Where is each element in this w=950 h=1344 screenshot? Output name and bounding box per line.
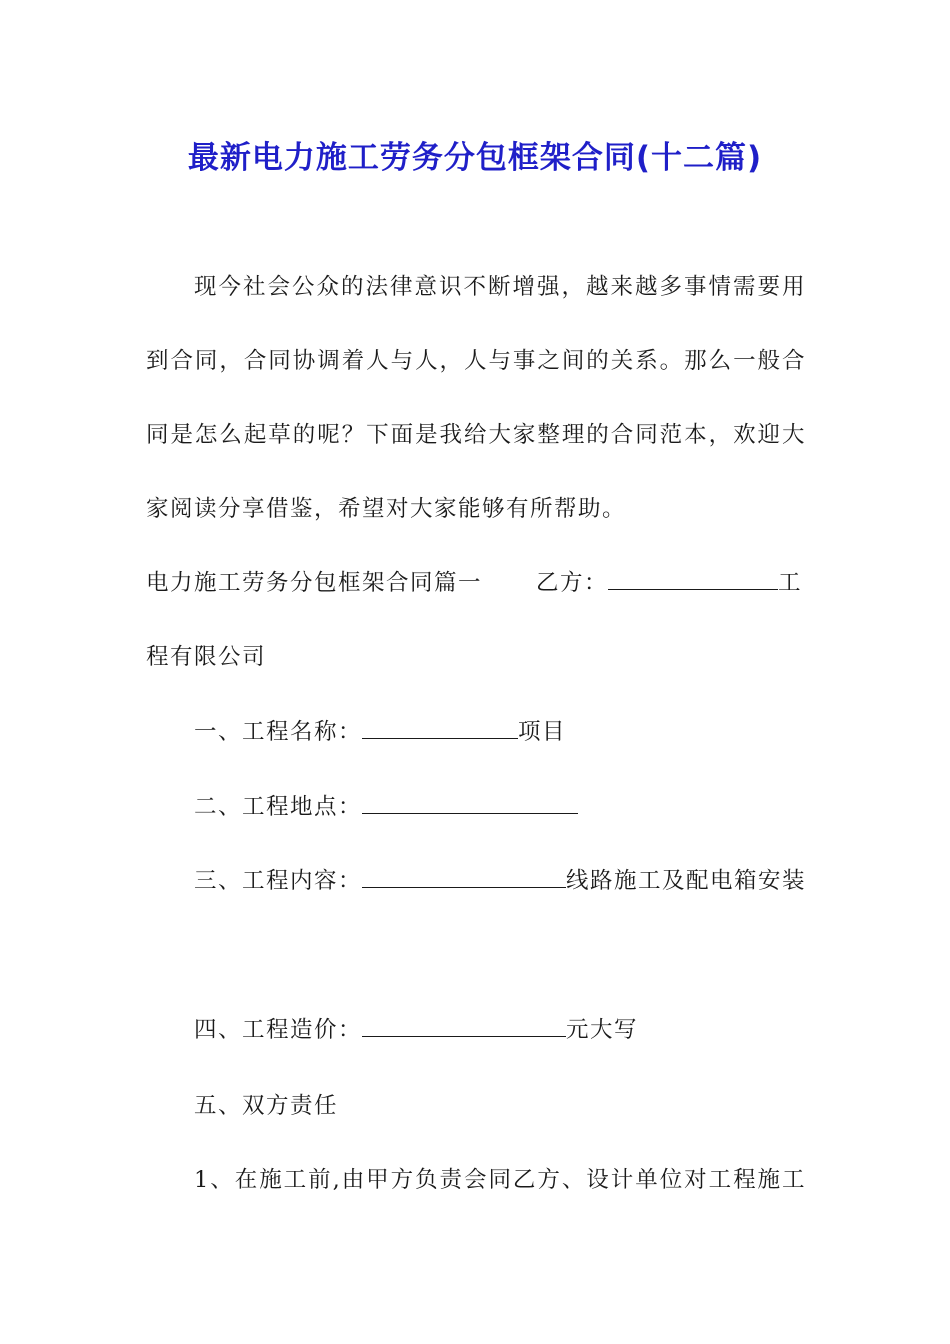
intro-line-3: 同是怎么起草的呢？下面是我给大家整理的合同范本，欢迎大 — [146, 422, 806, 448]
item-1-label: 一、工程名称： — [194, 719, 363, 745]
party-b-label: 乙方： — [536, 570, 609, 596]
party-b-suffix: 工 — [778, 570, 803, 596]
item-2-blank — [362, 793, 578, 814]
intro-line-2: 到合同，合同协调着人与人，人与事之间的关系。那么一般合 — [146, 348, 806, 374]
section-heading: 电力施工劳务分包框架合同篇一 — [146, 570, 483, 596]
item-4-blank — [362, 1016, 566, 1037]
clause-1: 1、在施工前,由甲方负责会同乙方、设计单位对工程施工 — [194, 1167, 806, 1193]
item-2-row — [194, 792, 854, 822]
item-2-label: 二、工程地点： — [194, 794, 363, 820]
item-1-row — [194, 717, 854, 747]
item-3-label: 三、工程内容： — [194, 868, 363, 894]
item-5-heading: 五、双方责任 — [194, 1093, 339, 1119]
section-heading-row — [146, 568, 806, 598]
item-4-row — [194, 1015, 854, 1045]
item-1-suffix: 项目 — [518, 719, 567, 745]
item-4-suffix: 元大写 — [566, 1017, 639, 1043]
party-b-continued: 程有限公司 — [146, 644, 267, 670]
document-title: 最新电力施工劳务分包框架合同(十二篇) — [187, 140, 763, 176]
intro-line-1: 现今社会公众的法律意识不断增强，越来越多事情需要用 — [194, 274, 806, 300]
item-1-blank — [362, 718, 518, 739]
intro-line-4: 家阅读分享借鉴，希望对大家能够有所帮助。 — [146, 496, 627, 522]
item-3-row — [194, 866, 854, 896]
item-3-blank — [362, 867, 566, 888]
item-4-label: 四、工程造价： — [194, 1017, 363, 1043]
item-3-suffix: 线路施工及配电箱安装 — [566, 868, 807, 894]
party-b-blank — [608, 569, 778, 590]
